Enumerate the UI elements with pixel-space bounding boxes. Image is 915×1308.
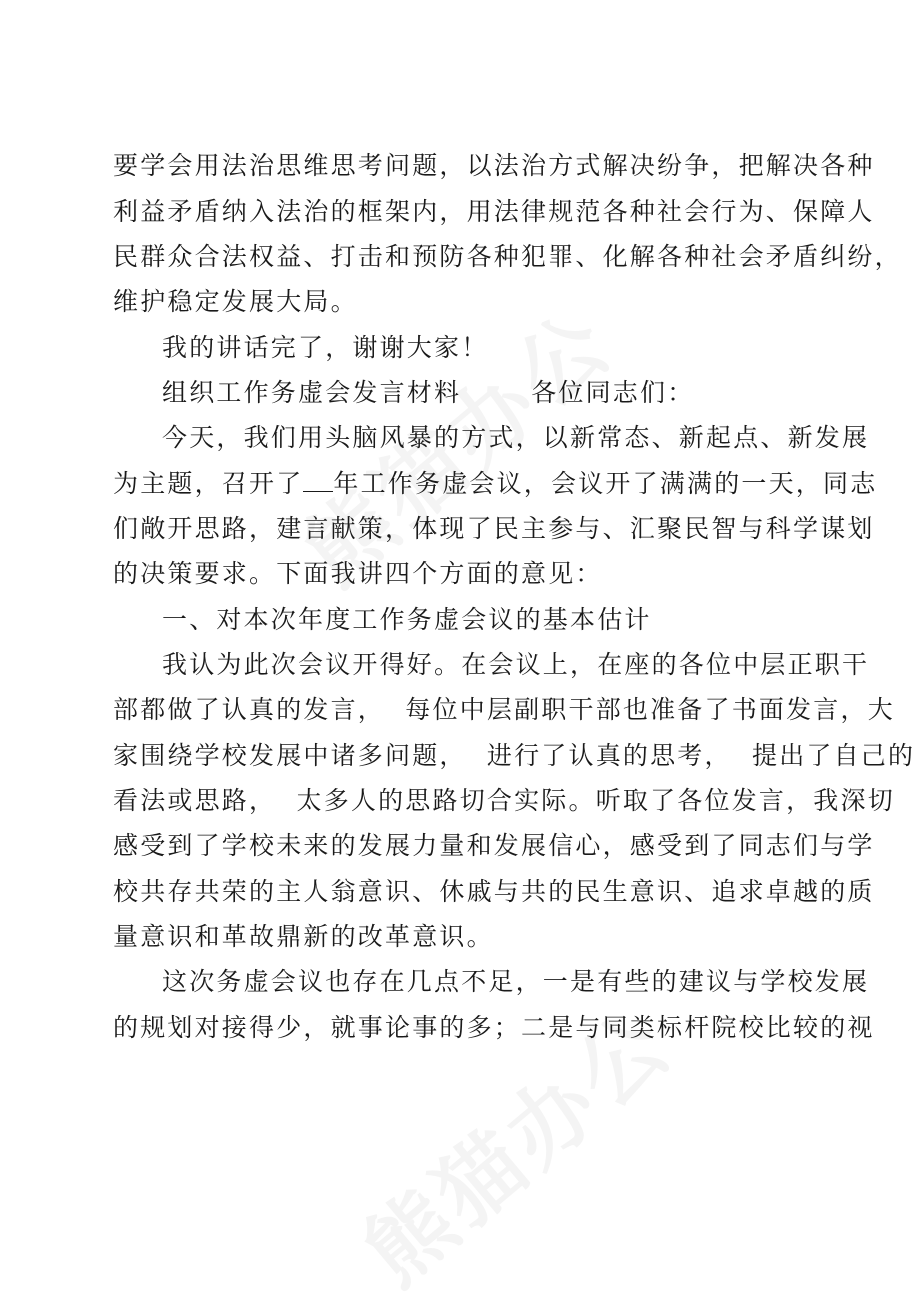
- greeting: 各位同志们：: [531, 378, 695, 407]
- section-heading: 一、对本次年度工作务虚会议的基本估计: [162, 605, 652, 634]
- document-title: 组织工作务虚会发言材料: [162, 378, 462, 407]
- text-line: 家围绕学校发展中诸多问题， 进行了认真的思考， 提出了自己的: [113, 741, 915, 770]
- text-line: 今天，我们用头脑风暴的方式，以新常态、新起点、新发展: [162, 423, 870, 452]
- text-line: 们敞开思路，建言献策，体现了民主参与、汇聚民智与科学谋划: [113, 514, 875, 543]
- text-line: 感受到了学校未来的发展力量和发展信心，感受到了同志们与学: [113, 831, 875, 860]
- blank-underline: [303, 469, 333, 492]
- text-line: 的规划对接得少，就事论事的多；二是与同类标杆院校比较的视: [113, 1013, 875, 1042]
- text-line: 校共存共荣的主人翁意识、休戚与共的民生意识、追求卓越的质: [113, 877, 875, 906]
- text-line: 这次务虚会议也存在几点不足，一是有些的建议与学校发展: [162, 967, 870, 996]
- text-fragment: 年工作务虚会议，会议开了满满的一天，同志: [333, 469, 878, 498]
- text-line: 看法或思路， 太多人的思路切合实际。听取了各位发言，我深切: [113, 786, 895, 815]
- section-heading-line: [162, 378, 694, 408]
- text-fragment: 为主题，召开了: [113, 469, 304, 498]
- text-line: 要学会用法治思维思考问题，以法治方式解决纷争，把解决各种: [113, 151, 875, 180]
- text-line: 利益矛盾纳入法治的框架内，用法律规范各种社会行为、保障人: [113, 197, 875, 226]
- text-line: 部都做了认真的发言， 每位中层副职干部也准备了书面发言，大: [113, 695, 895, 724]
- text-line: 民群众合法权益、打击和预防各种犯罪、化解各种社会矛盾纠纷，: [113, 242, 902, 271]
- text-line: 量意识和革故鼎新的改革意识。: [113, 922, 494, 951]
- text-line: 维护稳定发展大局。: [113, 287, 358, 316]
- text-line: [113, 469, 877, 499]
- closing-line: 我的讲话完了，谢谢大家！: [162, 333, 489, 362]
- text-line: 我认为此次会议开得好。在会议上，在座的各位中层正职干: [162, 650, 870, 679]
- text-line: 的决策要求。下面我讲四个方面的意见：: [113, 559, 603, 588]
